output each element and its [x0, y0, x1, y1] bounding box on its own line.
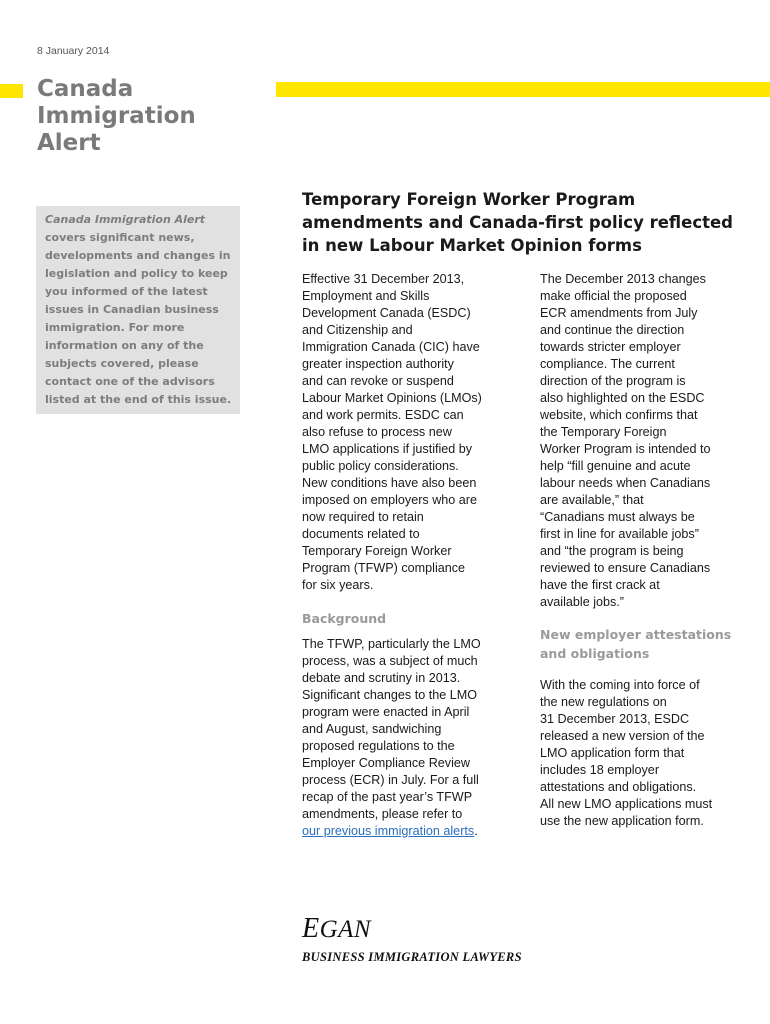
- text-line: use the new application form.: [540, 814, 704, 828]
- text-line: “Canadians must always be: [540, 510, 695, 524]
- text-line: recap of the past year’s TFWP: [302, 790, 473, 804]
- title-line: Canada: [37, 76, 134, 102]
- sidebar-line: legislation and policy to keep: [45, 267, 228, 280]
- text-line: the Temporary Foreign: [540, 425, 667, 439]
- link-line: [302, 823, 517, 840]
- text-line: documents related to: [302, 527, 420, 541]
- sidebar-line: information on any of the: [45, 339, 204, 352]
- previous-alerts-link[interactable]: our previous immigration alerts: [302, 824, 475, 838]
- text-line: The December 2013 changes: [540, 272, 706, 286]
- text-line: With the coming into force of: [540, 678, 700, 692]
- text-line: debate and scrutiny in 2013.: [302, 671, 461, 685]
- text-line: direction of the program is: [540, 374, 686, 388]
- text-line: the new regulations on: [540, 695, 667, 709]
- text-line: The TFWP, particularly the LMO: [302, 637, 481, 651]
- text-line: compliance. The current: [540, 357, 675, 371]
- text-line: Labour Market Opinions (LMOs): [302, 391, 482, 405]
- title-line: Immigration: [37, 103, 196, 129]
- text-line: also refuse to process new: [302, 425, 452, 439]
- text-line: Employment and Skills: [302, 289, 430, 303]
- text-line: Development Canada (ESDC): [302, 306, 471, 320]
- text-line: amendments, please refer to: [302, 807, 463, 821]
- headline-line: amendments and Canada-first policy reflected: [302, 213, 733, 232]
- text-line: and “the program is being: [540, 544, 684, 558]
- background-heading: Background: [302, 611, 387, 626]
- sidebar-line: covers significant news,: [45, 231, 195, 244]
- text-line: ECR amendments from July: [540, 306, 698, 320]
- text-line: labour needs when Canadians: [540, 476, 711, 490]
- text-line: Immigration Canada (CIC) have: [302, 340, 480, 354]
- attestations-heading: [540, 625, 765, 663]
- text-line: first in line for available jobs”: [540, 527, 699, 541]
- link-trailing-period: .: [474, 824, 478, 838]
- sidebar-lead: Canada Immigration Alert: [45, 213, 206, 226]
- text-line: Temporary Foreign Worker: [302, 544, 452, 558]
- text-line: process, was a subject of much: [302, 654, 478, 668]
- attestations-heading-line: New employer attestations: [540, 627, 732, 642]
- text-line: have the first crack at: [540, 578, 660, 592]
- article-column-right: [540, 271, 765, 830]
- text-line: released a new version of the: [540, 729, 705, 743]
- sidebar-line: subjects covered, please: [45, 357, 199, 370]
- headline-line: Temporary Foreign Worker Program: [302, 190, 636, 209]
- text-line: New conditions have also been: [302, 476, 477, 490]
- text-line: and Citizenship and: [302, 323, 413, 337]
- attestations-heading-line: and obligations: [540, 646, 650, 661]
- accent-bar-right: [276, 82, 770, 97]
- sidebar-text: [45, 229, 232, 409]
- text-line: greater inspection authority: [302, 357, 454, 371]
- text-line: proposed regulations to the: [302, 739, 455, 753]
- logo-wordmark: [302, 915, 542, 944]
- sidebar-line: immigration. For more: [45, 321, 185, 334]
- egan-logo: [302, 915, 542, 965]
- text-line: attestations and obligations.: [540, 780, 697, 794]
- sidebar-line: contact one of the advisors: [45, 375, 215, 388]
- text-line: Employer Compliance Review: [302, 756, 470, 770]
- article-headline: [302, 188, 742, 257]
- sidebar-line: you informed of the latest: [45, 285, 208, 298]
- text-line: Program (TFWP) compliance: [302, 561, 466, 575]
- text-line: and can revoke or suspend: [302, 374, 454, 388]
- attestations-paragraph: [540, 677, 765, 830]
- text-line: Significant changes to the LMO: [302, 688, 478, 702]
- text-line: and August, sandwiching: [302, 722, 442, 736]
- text-line: also highlighted on the ESDC: [540, 391, 705, 405]
- text-line: help “fill genuine and acute: [540, 459, 691, 473]
- title-line: Alert: [37, 130, 101, 156]
- article-column-left: [302, 271, 517, 840]
- headline-line: in new Labour Market Opinion forms: [302, 236, 642, 255]
- sidebar-line: listed at the end of this issue.: [45, 393, 232, 406]
- accent-bar-left: [0, 84, 23, 98]
- text-line: available jobs.”: [540, 595, 625, 609]
- intro-sidebar: [36, 206, 240, 414]
- text-line: program were enacted in April: [302, 705, 470, 719]
- text-line: make official the proposed: [540, 289, 687, 303]
- text-line: now required to retain: [302, 510, 424, 524]
- text-line: LMO application form that: [540, 746, 685, 760]
- text-line: website, which confirms that: [540, 408, 698, 422]
- logo-first-letter: E: [302, 913, 320, 944]
- sidebar-line: issues in Canadian business: [45, 303, 219, 316]
- newsletter-title: [37, 76, 267, 157]
- text-line: towards stricter employer: [540, 340, 681, 354]
- logo-rest: GAN: [319, 916, 372, 943]
- background-paragraph: [302, 636, 517, 823]
- text-line: 31 December 2013, ESDC: [540, 712, 690, 726]
- changes-paragraph: [540, 271, 765, 611]
- text-line: and continue the direction: [540, 323, 685, 337]
- text-line: includes 18 employer: [540, 763, 660, 777]
- issue-date: 8 January 2014: [37, 45, 110, 57]
- text-line: Worker Program is intended to: [540, 442, 711, 456]
- text-line: imposed on employers who are: [302, 493, 478, 507]
- text-line: reviewed to ensure Canadians: [540, 561, 711, 575]
- sidebar-line: developments and changes in: [45, 249, 231, 262]
- text-line: public policy considerations.: [302, 459, 459, 473]
- text-line: and work permits. ESDC can: [302, 408, 464, 422]
- text-line: Effective 31 December 2013,: [302, 272, 465, 286]
- text-line: All new LMO applications must: [540, 797, 713, 811]
- text-line: LMO applications if justified by: [302, 442, 473, 456]
- text-line: process (ECR) in July. For a full: [302, 773, 479, 787]
- text-line: are available,” that: [540, 493, 644, 507]
- text-line: for six years.: [302, 578, 374, 592]
- intro-paragraph: [302, 271, 517, 594]
- logo-tagline: BUSINESS IMMIGRATION LAWYERS: [302, 950, 522, 964]
